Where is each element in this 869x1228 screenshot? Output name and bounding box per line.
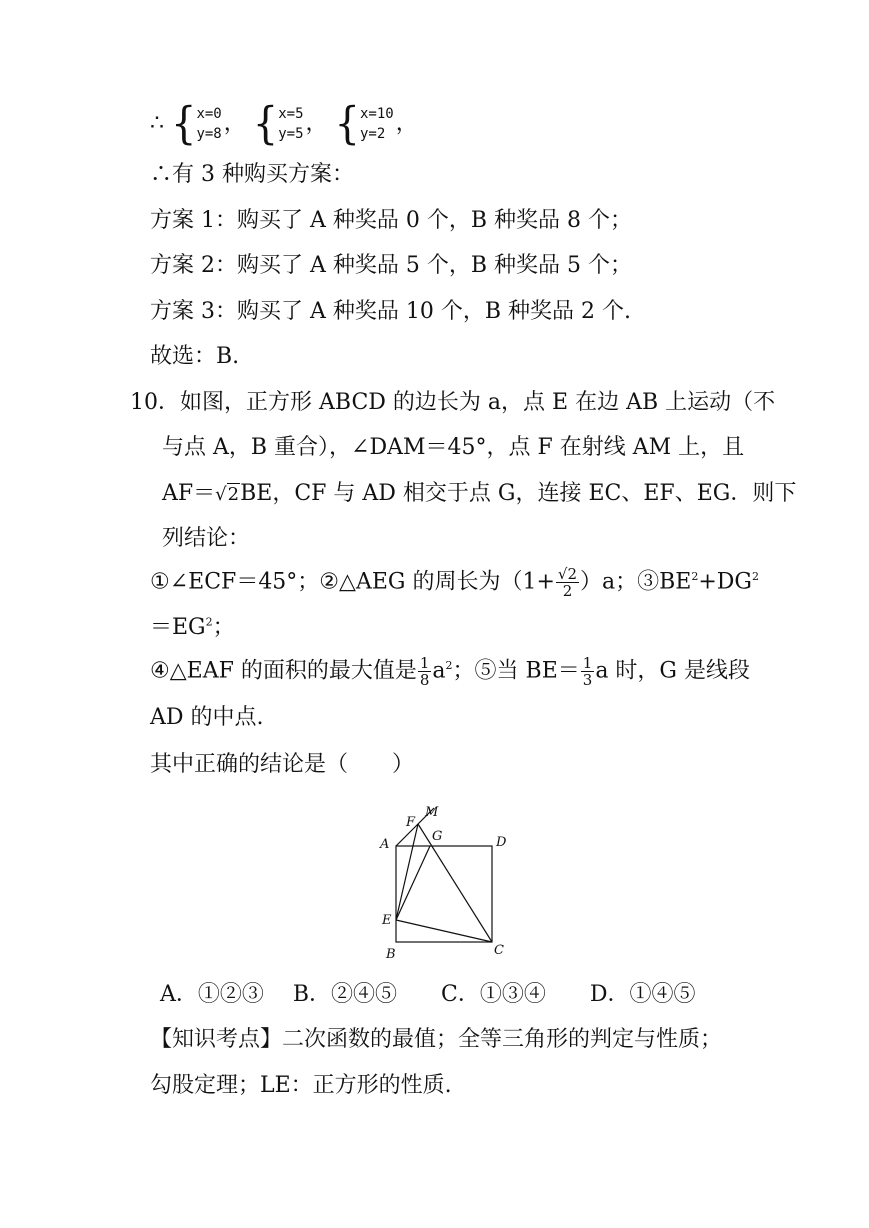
answer-options: A．①②③ B．②④⑤ C．①③④ D．①④⑤	[160, 982, 696, 1007]
question-10-line-1: 10．如图，正方形 ABCD 的边长为 a，点 E 在边 AB 上运动（不	[130, 390, 776, 415]
sqrt-expression: √2	[215, 484, 240, 505]
label-a: A	[380, 837, 390, 852]
system-2-x: x=5	[278, 106, 304, 122]
knowledge-line-2: 勾股定理；LE：正方形的性质.	[150, 1073, 452, 1098]
system-1-y: y=8	[196, 126, 222, 142]
fraction-numerator: √2	[557, 565, 578, 583]
question-10-line-4: 列结论：	[162, 526, 251, 551]
label-b: B	[386, 947, 396, 962]
plan-2-line: 方案 2：购买了 A 种奖品 5 个，B 种奖品 5 个；	[150, 253, 632, 278]
exponent: 2	[752, 570, 760, 584]
conclusion-line-2	[150, 613, 235, 643]
label-d: D	[496, 835, 507, 850]
segment-cf	[418, 824, 492, 942]
question-10-line-3	[162, 479, 796, 510]
plan-3-line: 方案 3：购买了 A 种奖品 10 个，B 种奖品 2 个.	[150, 299, 631, 324]
segment-ec	[396, 920, 492, 942]
system-1-x: x=0	[196, 106, 222, 122]
text-segment: a 时，G 是线段	[595, 658, 750, 684]
label-g: G	[432, 829, 443, 844]
label-e: E	[382, 913, 392, 928]
fraction-denominator: 8	[419, 671, 430, 689]
fraction-1-over-8	[418, 655, 432, 688]
system-3-y: y=2	[359, 126, 386, 142]
conclusion-line-1	[150, 566, 759, 599]
plan-count-line: ∴有 3 种购买方案：	[150, 162, 354, 187]
exponent: 2	[205, 615, 213, 629]
exponent: 2	[691, 570, 699, 584]
fraction-1-over-3	[581, 655, 595, 688]
plan-1-line: 方案 1：购买了 A 种奖品 0 个，B 种奖品 8 个；	[150, 208, 632, 233]
geometry-figure	[372, 805, 512, 966]
square-abcd	[396, 846, 492, 942]
exponent: 2	[445, 659, 453, 673]
segment-eg	[396, 846, 430, 920]
question-prompt: 其中正确的结论是（ ）	[150, 752, 415, 777]
fraction-sqrt2-over-2	[556, 566, 579, 599]
solution-sets-line	[150, 98, 418, 150]
separator: ，	[223, 111, 246, 136]
fraction-numerator: 1	[582, 654, 593, 672]
text-segment: ④△EAF 的面积的最大值是	[150, 658, 417, 684]
system-2-y: y=5	[278, 126, 304, 142]
text-segment: ①∠ECF＝45°；②△AEG 的周长为（1+	[150, 569, 555, 595]
system-3-x: x=10	[359, 106, 394, 122]
label-f: F	[406, 815, 416, 830]
radicand: 2	[227, 484, 240, 505]
equation-system-1: { x=0 y=8	[171, 98, 222, 150]
separator: ，	[395, 111, 418, 136]
text-segment: a	[432, 658, 446, 684]
fraction-denominator: 2	[562, 582, 573, 600]
text-segment: ）a；③BE	[580, 569, 692, 595]
knowledge-line-1: 【知识考点】二次函数的最值；全等三角形的判定与性质；	[150, 1027, 723, 1052]
answer-line: 故选：B.	[150, 344, 240, 369]
equation-system-2: { x=5 y=5	[252, 98, 304, 150]
separator: ，	[305, 111, 328, 136]
segment-ef	[396, 824, 418, 920]
text-segment: +DG	[698, 569, 753, 595]
text-segment: BE，CF 与 AD 相交于点 G，连接 EC、EF、EG．则下	[240, 481, 797, 506]
label-c: C	[494, 943, 504, 958]
therefore-symbol: ∴	[150, 111, 164, 136]
conclusion-line-4: AD 的中点.	[150, 705, 264, 730]
fraction-numerator: 1	[419, 654, 430, 672]
text-segment: AF＝	[162, 481, 216, 506]
text-segment: ；	[212, 615, 235, 640]
text-segment: ；⑤当 BE＝	[452, 658, 580, 684]
conclusion-line-3	[150, 655, 750, 688]
equation-system-3: { x=10 y=2	[334, 98, 394, 150]
label-m: M	[425, 805, 439, 820]
text-segment: ＝EG	[150, 615, 206, 640]
fraction-denominator: 3	[582, 671, 593, 689]
question-10-line-2: 与点 A，B 重合），∠DAM＝45°，点 F 在射线 AM 上，且	[162, 435, 745, 460]
